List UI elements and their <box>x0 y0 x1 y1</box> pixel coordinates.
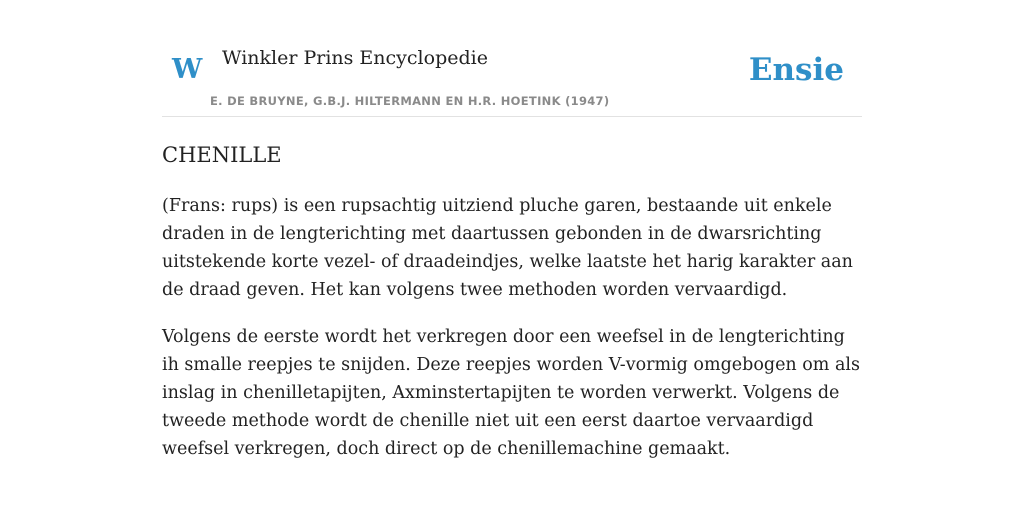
article-paragraph-1: (Frans: rups) is een rupsachtig uitziend pluche garen, bestaande uit enkele draden in de lengterichting met daartussen gebonden in de dwarsrichting uitstekende korte vezel- of draadeindjes, welke laatste het harig karakter aan de draad geven. Het kan volgens twee methoden worden vervaardigd. <box>162 196 853 300</box>
header <box>162 0 862 117</box>
ensie-logo-link[interactable]: Ensie <box>748 52 844 88</box>
authors-line: E. DE BRUYNE, G.B.J. HILTERMANN EN H.R. HOETINK (1947) <box>210 94 610 108</box>
winkler-prins-logo[interactable]: W <box>172 54 203 85</box>
article <box>162 138 862 463</box>
site-title: Winkler Prins Encyclopedie <box>222 47 488 69</box>
article-headword: CHENILLE <box>162 143 282 167</box>
article-paragraph-2: Volgens de eerste wordt het verkregen door een weefsel in de lengterichting ih smalle reepjes te snijden. Deze reepjes worden V-vormig omgebogen om als inslag in chenilletapijten, Axminstertapijten te worden verwerkt. Volgens de tweede methode wordt de chenille niet uit een eerst daartoe vervaardigd weefsel verkregen, doch direct op de chenillemachine gemaakt. <box>162 327 860 459</box>
